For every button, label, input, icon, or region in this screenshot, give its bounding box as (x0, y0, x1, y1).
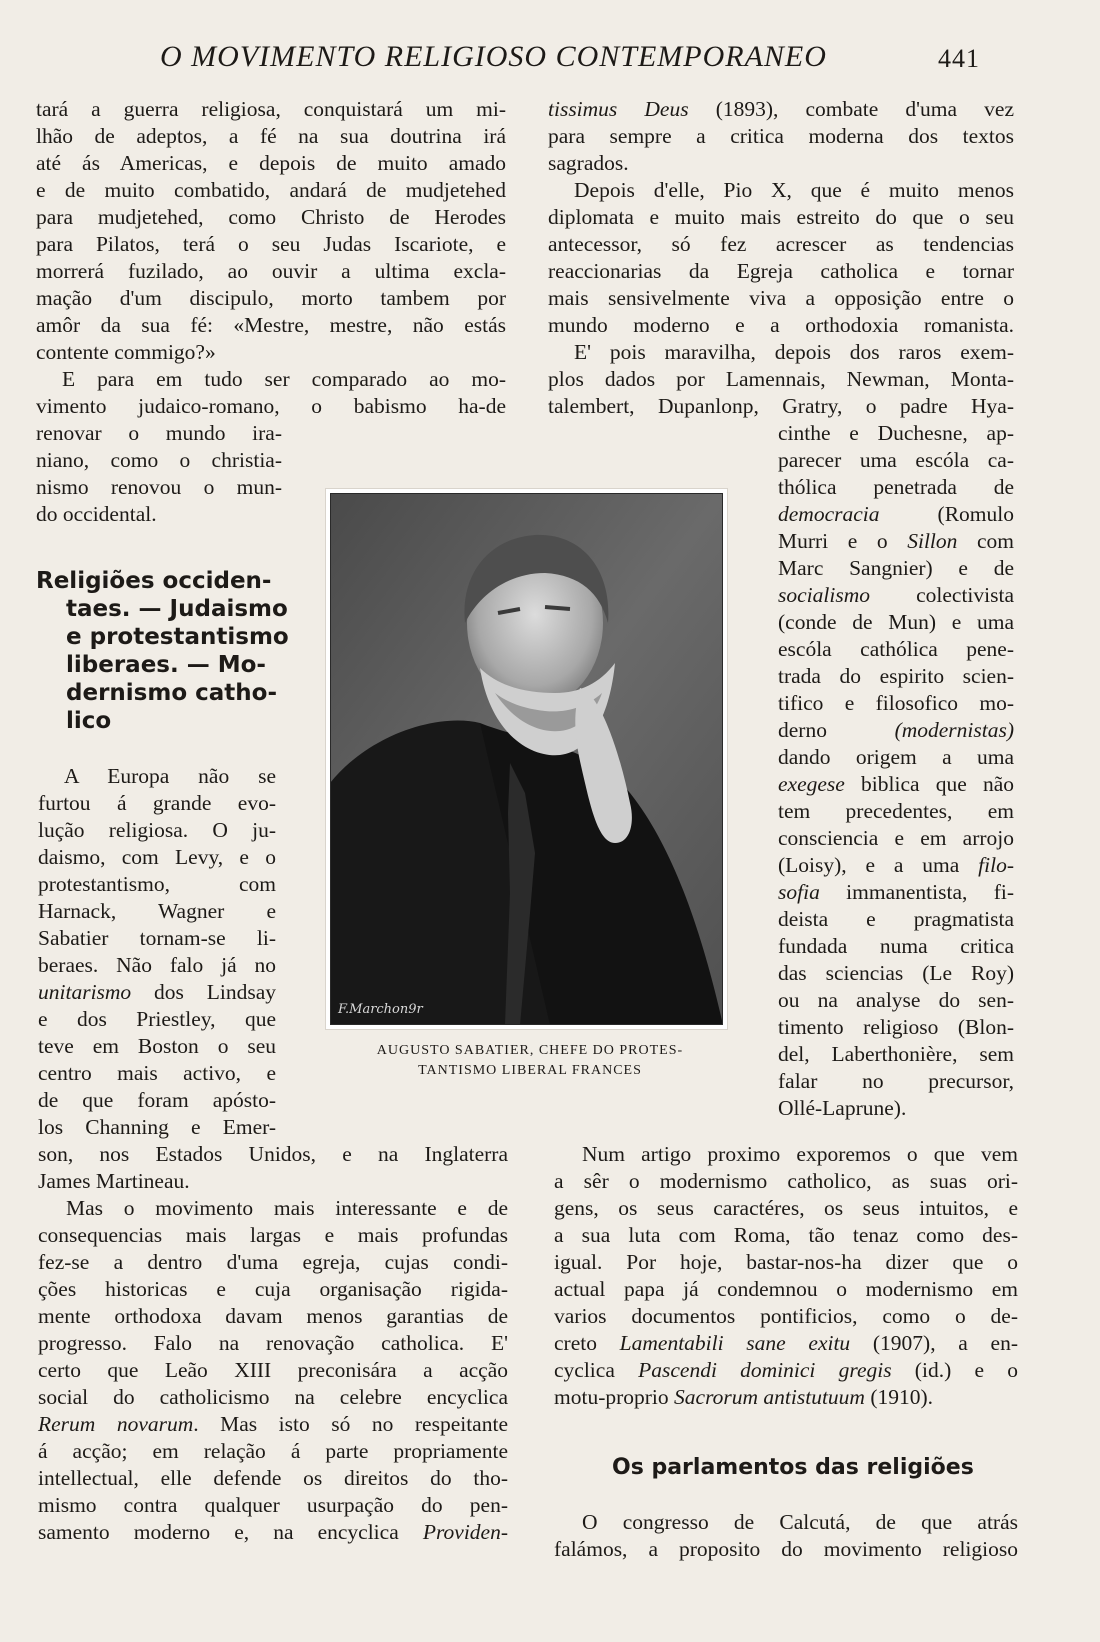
text-line: falámos, a proposito do movimento religioso (554, 1537, 1018, 1561)
text-line: socialismo colectivista (778, 583, 1014, 607)
text-line: actual papa já condemnou o modernismo em (554, 1277, 1018, 1301)
text-line: mais sensivelmente viva a opposição entre o (548, 286, 1014, 310)
text-line: renovar o mundo ira- (36, 421, 282, 445)
text-line: motu-proprio Sacrorum antistutuum (1910). (554, 1385, 934, 1409)
section-heading: Os parlamentos das religiões (612, 1455, 974, 1480)
italic-term: Rerum novarum (38, 1412, 194, 1436)
italic-term: filo- (978, 853, 1014, 877)
text-line: diplomata e muito mais estreito do que o seu (548, 205, 1014, 229)
text-line: furtou á grande evo- (38, 791, 276, 815)
text-line: para Pilatos, terá o seu Judas Iscariote, e (36, 232, 506, 256)
figure-caption-line: AUGUSTO SABATIER, CHEFE DO PROTES- (376, 1043, 684, 1058)
text-line: protestantismo, com (38, 872, 276, 896)
text-line: James Martineau. (38, 1169, 190, 1193)
text-line: cinthe e Duchesne, ap- (778, 421, 1014, 445)
text-line: A Europa não se (64, 764, 276, 788)
page-number: 441 (938, 44, 980, 73)
text-line: parecer uma escóla ca- (778, 448, 1014, 472)
text-line: deista e pragmatista (778, 907, 1014, 931)
text-line: progresso. Falo na renovação catholica. E' (38, 1331, 508, 1355)
text-line: social do catholicismo na celebre encyclica (38, 1385, 508, 1409)
text-line: O congresso de Calcutá, de que atrás (582, 1510, 1018, 1534)
text-line: lução religiosa. O ju- (38, 818, 276, 842)
text-line: e de muito combatido, andará de mudjetehed (36, 178, 506, 202)
italic-term: sofia (778, 880, 820, 904)
text-line: para mudjetehed, como Christo de Herodes (36, 205, 506, 229)
text-line: ou na analyse do sen- (778, 988, 1014, 1012)
text-line: fundada numa critica (778, 934, 1014, 958)
italic-term: exegese (778, 772, 845, 796)
text-line: e dos Priestley, que (38, 1007, 276, 1031)
italic-term: tissimus Deus (548, 97, 689, 121)
header-title: O MOVIMENTO RELIGIOSO CONTEMPORANEO (160, 40, 827, 73)
text-line: derno (modernistas) (778, 718, 1014, 742)
text-line: son, nos Estados Unidos, e na Inglaterra (38, 1142, 508, 1166)
text-line: mismo contra qualquer usurpação do pen- (38, 1493, 508, 1517)
text-line: Depois d'elle, Pio X, que é muito menos (574, 178, 1014, 202)
text-line: certo que Leão XIII preconisára a acção (38, 1358, 508, 1382)
running-header (160, 40, 980, 80)
italic-term: Sillon (907, 529, 958, 553)
text-line: tifico e filosofico mo- (778, 691, 1014, 715)
italic-term: unitarismo (38, 980, 132, 1004)
text-line: tem precedentes, em (778, 799, 1014, 823)
figure-caption-line: TANTISMO LIBERAL FRANCES (418, 1063, 642, 1078)
text-line: trada do espirito scien- (778, 664, 1014, 688)
text-line: intellectual, elle defende os direitos do tho- (38, 1466, 508, 1490)
italic-term: Pascendi dominici gregis (638, 1358, 892, 1382)
text-line: cyclica Pascendi dominici gregis (id.) e o (554, 1358, 1018, 1382)
text-line: para sempre a critica moderna dos textos (548, 124, 1014, 148)
text-line: Num artigo proximo exporemos o que vem (582, 1142, 1018, 1166)
text-line: sofia immanentista, fi- (778, 880, 1014, 904)
text-line: teve em Boston o seu (38, 1034, 276, 1058)
text-line: centro mais activo, e (38, 1061, 276, 1085)
text-line: beraes. Não falo já no (38, 953, 276, 977)
text-line: a sêr o modernismo catholico, as suas ori- (554, 1169, 1018, 1193)
text-line: mundo moderno e a orthodoxia romanista. (548, 313, 1014, 337)
text-line: dando origem a uma (778, 745, 1014, 769)
text-line: mação d'um discipulo, morto tambem por (36, 286, 506, 310)
portrait-image (330, 493, 723, 1025)
text-line: tará a guerra religiosa, conquistará um mi- (36, 97, 506, 121)
italic-term: socialismo (778, 583, 870, 607)
text-line: igual. Por hoje, bastar-nos-ha dizer que o (554, 1250, 1018, 1274)
text-line: Marc Sangnier) e de (778, 556, 1014, 580)
text-line: creto Lamentabili sane exitu (1907), a en- (554, 1331, 1018, 1355)
text-line: (conde de Mun) e uma (778, 610, 1014, 634)
text-line: Ollé-Laprune). (778, 1096, 907, 1120)
text-line: nismo renovou o mun- (36, 475, 282, 499)
text-line: de que foram apósto- (38, 1088, 276, 1112)
text-line: contente commigo?» (36, 340, 216, 364)
text-line: reaccionarias da Egreja catholica e tornar (548, 259, 1014, 283)
photographer-signature: F.Marchon9r (338, 1002, 423, 1017)
text-line: morrerá fuzilado, ao ouvir a ultima excla- (36, 259, 506, 283)
section-heading-line: dernismo catho- (66, 680, 277, 706)
section-heading-line: taes. — Judaismo (66, 596, 288, 622)
text-line: democracia (Romulo (778, 502, 1014, 526)
text-line: Harnack, Wagner e (38, 899, 276, 923)
text-line: talembert, Dupanlonp, Gratry, o padre Hya- (548, 394, 1014, 418)
text-line: E para em tudo ser comparado ao mo- (62, 367, 506, 391)
text-line: samento moderno e, na encyclica Providen- (38, 1520, 508, 1544)
italic-term: Lamentabili sane exitu (619, 1331, 851, 1355)
text-line: amôr da sua fé: «Mestre, mestre, não estás (36, 313, 506, 337)
text-line: consciencia e em arrojo (778, 826, 1014, 850)
text-line: Mas o movimento mais interessante e de (66, 1196, 508, 1220)
italic-term: (modernistas) (894, 718, 1014, 742)
text-line: Sabatier tornam-se li- (38, 926, 276, 950)
text-line: gens, os seus caractéres, os seus intuitos, e (554, 1196, 1018, 1220)
text-line: timento religioso (Blon- (778, 1015, 1014, 1039)
text-line: fez-se a dentro d'uma egreja, cujas condi- (38, 1250, 508, 1274)
text-line: thólica penetrada de (778, 475, 1014, 499)
text-line: varios documentos pontificios, como o de- (554, 1304, 1018, 1328)
text-line: escóla cathólica pene- (778, 637, 1014, 661)
portrait-photo (326, 489, 727, 1029)
italic-term: democracia (778, 502, 880, 526)
italic-term: Sacrorum antistutuum (674, 1385, 865, 1409)
text-line: Murri e o Sillon com (778, 529, 1014, 553)
text-line: falar no precursor, (778, 1069, 1014, 1093)
italic-term: Providen- (422, 1520, 508, 1544)
text-line: unitarismo dos Lindsay (38, 980, 276, 1004)
text-line: niano, como o christia- (36, 448, 282, 472)
text-line: plos dados por Lamennais, Newman, Monta- (548, 367, 1014, 391)
text-line: até ás Americas, e depois de muito amado (36, 151, 506, 175)
text-line: consequencias mais largas e mais profundas (38, 1223, 508, 1247)
text-line: lhão de adeptos, a fé na sua doutrina irá (36, 124, 506, 148)
text-line: a sua luta com Roma, tão tenaz como des- (554, 1223, 1018, 1247)
text-line: tissimus Deus (1893), combate d'uma vez (548, 97, 1015, 121)
text-line: vimento judaico-romano, o babismo ha-de (36, 394, 506, 418)
section-heading-line: Religiões occiden- (36, 568, 272, 594)
section-heading-line: lico (66, 708, 112, 734)
text-line: (Loisy), e a uma filo- (778, 853, 1014, 877)
section-heading-line: e protestantismo (66, 624, 289, 650)
text-line: exegese biblica que não (778, 772, 1014, 796)
section-heading-line: liberaes. — Mo- (66, 652, 266, 678)
text-line: das sciencias (Le Roy) (778, 961, 1014, 985)
text-line: mente orthodoxa davam menos garantias de (38, 1304, 508, 1328)
text-line: ções historicas e cuja organisação rigida- (38, 1277, 508, 1301)
text-line: del, Laberthonière, sem (778, 1042, 1014, 1066)
text-line: Rerum novarum. Mas isto só no respeitante (38, 1412, 508, 1436)
text-line: antecessor, só fez acrescer as tendencias (548, 232, 1014, 256)
text-line: sagrados. (548, 151, 629, 175)
text-line: E' pois maravilha, depois dos raros exem- (574, 340, 1014, 364)
text-line: do occidental. (36, 502, 157, 526)
text-line: daismo, com Levy, e o (38, 845, 276, 869)
text-line: á acção; em relação á parte propriamente (38, 1439, 508, 1463)
text-line: los Channing e Emer- (38, 1115, 276, 1139)
